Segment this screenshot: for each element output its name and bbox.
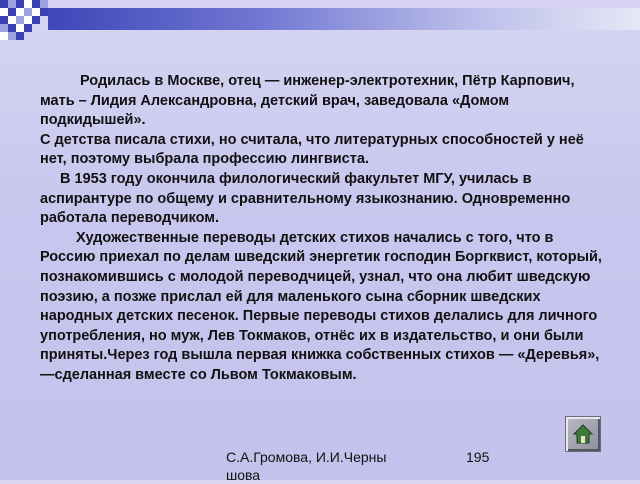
paragraph-birth: Родилась в Москве, отец — инженер-электротехник, Пётр Карпович, мать – Лидия Александровна, детский врач, заведовала «Домом подкидышей». [40, 73, 575, 129]
paragraph-childhood: С детства писала стихи, но считала, что литературных способностей у неё нет, поэтому выбрала профессию лингвиста. [40, 131, 584, 168]
paragraph-translations: Художественные переводы детских стихов начались с того, что в Россию приехал по делам шведский энергетик господин Боргквист, который, познакомившись с молодой переводчицей, узнал, что она любит шведскую поэзию, а позже прислал ей для маленького сына сборник шведских народных детских песенок. Первые переводы стихов делались для личного употребления, но муж, Лев Токмаков, отнёс их в издательство, и они были приняты.Через год вышла первая книжка собственных стихов — «Деревья», —сделанная вместе со Львом Токмаковым. [40, 229, 602, 383]
home-button[interactable] [565, 416, 601, 452]
paragraph-education: В 1953 году окончила филологический факультет МГУ, училась в аспирантуре по общему и сравнительному языкознанию. Одновременно работала переводчиком. [40, 170, 571, 227]
title-gradient-bar [48, 8, 640, 30]
corner-decoration [0, 0, 48, 40]
home-icon [572, 423, 594, 445]
slide-body-text [40, 72, 608, 386]
slide-number: 195 [466, 449, 490, 465]
footer-author: С.А.Громова, И.И.Черны шова [226, 449, 387, 483]
